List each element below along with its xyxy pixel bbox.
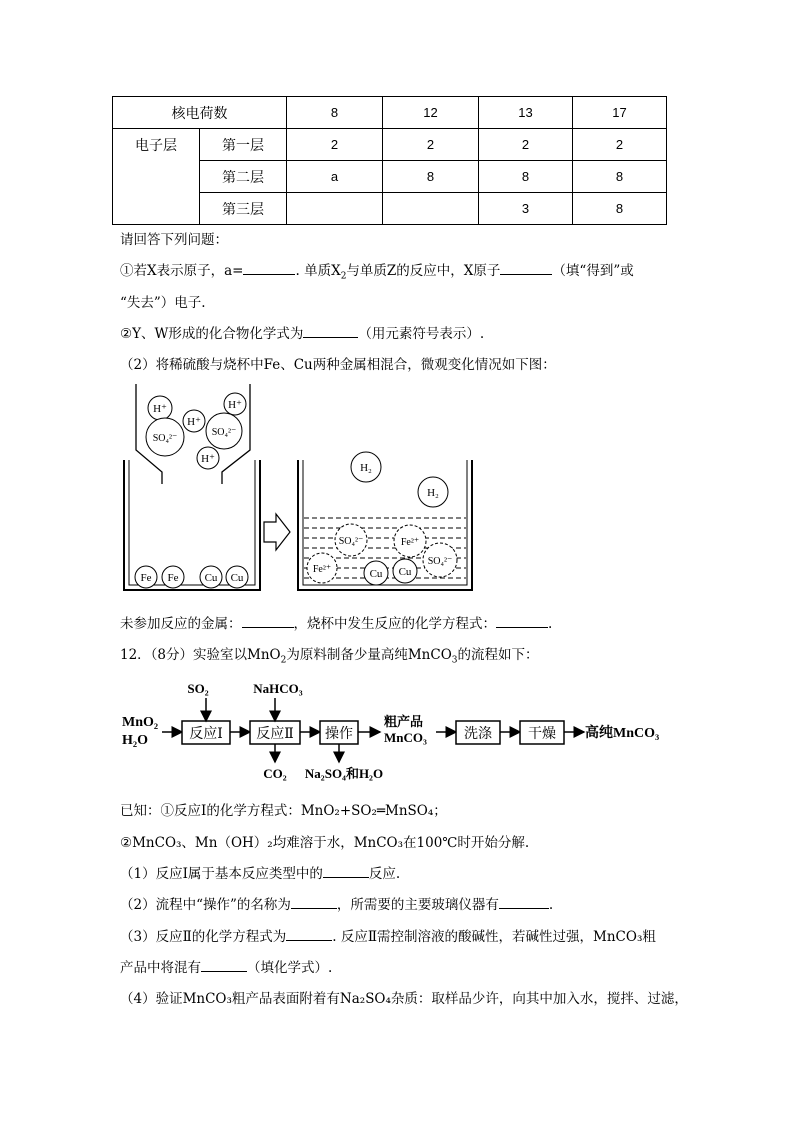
gas-label: H₂ [427,487,439,499]
reaction-1-label: 反应Ⅰ [189,727,223,742]
ion-label: H⁺ [228,399,242,411]
sub-question-4: （4）验证MnCO₃粗产品表面附着有Na₂SO₄杂质：取样品少许，向其中加入水，搅拌、过滤， [120,991,688,1007]
row-label: 第二层 [200,161,287,193]
arrow-icon [264,514,290,550]
header-label: 核电荷数 [113,97,287,129]
crude-label: 粗产品 [384,714,424,729]
charge-cell: 12 [383,97,479,129]
ion-label: H⁺ [201,453,215,465]
table-cell [287,193,383,225]
question-line-4: （2）将稀硫酸与烧杯中Fe、Cu两种金属相混合，微观变化情况如下图： [120,357,556,373]
particle-label: Fe²⁺ [400,537,420,548]
particle-label: SO₄²⁻ [338,536,364,547]
known-line-1: 已知：①反应Ⅰ的化学方程式：MnO₂+SO₂═MnSO₄； [120,803,447,819]
table-cell: 8 [383,161,479,193]
answer-blank [499,896,549,909]
table-cell: 2 [479,129,573,161]
sub-question-1: （1）反应Ⅰ属于基本反应类型中的 反应. [120,866,401,882]
final-product: 高纯MnCO₃ [585,726,660,741]
left-ions [146,393,246,469]
process-flowchart [118,676,678,788]
answer-blank [500,262,552,275]
particle-label: SO₄²⁻ [427,556,453,567]
table-cell: 2 [287,129,383,161]
table-cell: 8 [573,193,667,225]
answer-blank [291,896,337,909]
particle-label: Cu [398,566,412,578]
sub-question-2: （2）流程中“操作”的名称为 ，所需要的主要玻璃仪器有 . [120,897,554,913]
row-label: 第三层 [200,193,287,225]
question-12-title: 12．（8分）实验室以MnO$_2$为原料制备少量高纯MnCO$_3$的流程如下： [120,647,539,666]
drying-label: 干燥 [528,727,556,742]
so2-input: SO₂ [187,681,209,696]
question-line-5: 未参加反应的金属： ，烧杯中发生反应的化学方程式： . [120,616,553,632]
prompt-line: 请回答下列问题： [120,232,228,248]
metal-label: Cu [204,572,218,584]
ion-label: H⁺ [187,416,201,428]
answer-blank [303,325,358,338]
ion-label: SO₄²⁻ [211,427,237,438]
answer-blank [286,928,332,941]
question-line-3: ②Y、W形成的化合物化学式为 （用元素符号表示）. [120,326,485,342]
charge-cell: 13 [479,97,573,129]
reaction-2-label: 反应Ⅱ [256,727,294,742]
table-cell: 8 [573,161,667,193]
table-cell: 2 [573,129,667,161]
table-cell: 2 [383,129,479,161]
washing-label: 洗涤 [464,727,492,742]
metal-label: Fe [167,572,179,584]
byproduct-output: Na₂SO₄和H₂O [304,766,384,781]
table-cell: 3 [479,193,573,225]
nuclear-charge-table [112,96,667,225]
metal-label: Fe [140,572,152,584]
sub-question-3-cont: 产品中将混有 （填化学式）. [120,960,333,976]
table-cell: a [287,161,383,193]
gas-bubbles [351,452,448,507]
answer-blank [323,865,369,878]
particle-label: Fe²⁺ [312,564,332,575]
operation-label: 操作 [325,727,353,742]
question-line-1: ①若X表示原子，a= . 单质$X_2$与单质Z的反应中，X原子 （填“得到”或 [120,263,634,282]
table-cell: 8 [479,161,573,193]
ion-label: H⁺ [153,403,167,415]
metal-label: Cu [230,572,244,584]
reaction-diagram [118,380,478,600]
answer-blank [201,959,247,972]
answer-blank [496,615,548,628]
ion-label: SO₄²⁻ [152,433,178,444]
nahco3-input: NaHCO₃ [253,681,303,696]
solution-particles [307,524,457,585]
row-label: 第一层 [200,129,287,161]
group-label: 电子层 [113,129,200,225]
known-line-2: ②MnCO₃、Mn（OH）₂均难溶于水，MnCO₃在100℃时开始分解. [120,835,530,851]
input-h2o: H₂O [122,733,148,748]
charge-cell: 8 [287,97,383,129]
answer-blank [242,615,294,628]
co2-output: CO₂ [263,766,287,781]
question-line-2: “失去”）电子. [120,295,206,311]
sub-question-3: （3）反应Ⅱ的化学方程式为 . 反应Ⅱ需控制溶液的酸碱性，若碱性过强，MnCO₃粗 [120,929,656,945]
gas-label: H₂ [360,462,372,474]
crude-formula: MnCO₃ [384,730,427,745]
charge-cell: 17 [573,97,667,129]
particle-label: Cu [369,568,383,580]
answer-blank [243,262,295,275]
input-mno2: MnO₂ [122,715,159,730]
table-cell [383,193,479,225]
